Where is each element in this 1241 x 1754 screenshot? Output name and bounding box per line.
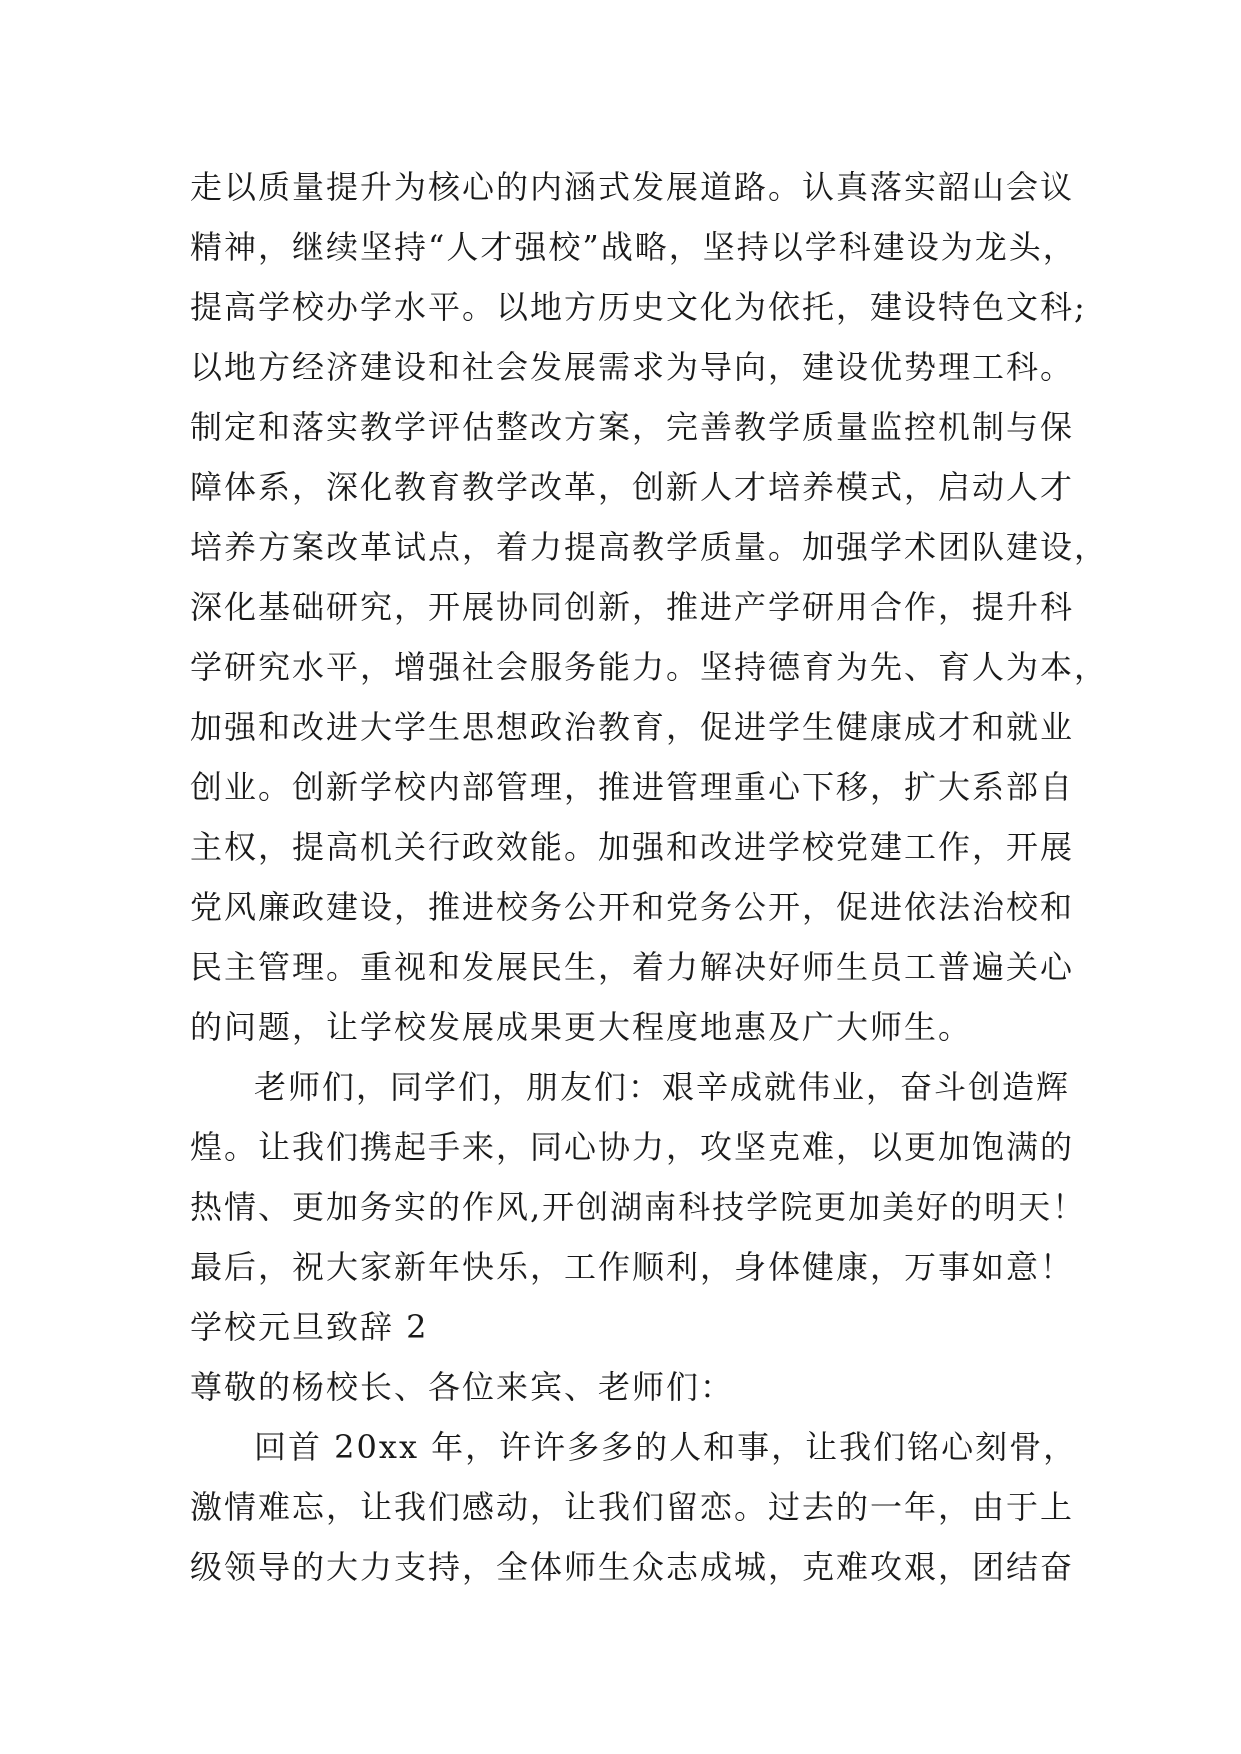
text-line: 主权，提高机关行政效能。加强和改进学校党建工作，开展 [190,828,1075,866]
paragraph-first-line: 老师们，同学们，朋友们：艰辛成就伟业，奋斗创造辉 [254,1068,1071,1106]
text-line: 级领导的大力支持，全体师生众志成城，克难攻艰，团结奋 [190,1548,1075,1586]
text-line: 激情难忘，让我们感动，让我们留恋。过去的一年，由于上 [190,1488,1075,1526]
text-line: 加强和改进大学生思想政治教育，促进学生健康成才和就业 [190,708,1075,746]
text-line: 深化基础研究，开展协同创新，推进产学研用合作，提升科 [190,588,1075,626]
text-line: 党风廉政建设，推进校务公开和党务公开，促进依法治校和 [190,888,1075,926]
text-line: 创业。创新学校内部管理，推进管理重心下移，扩大系部自 [190,768,1075,806]
text-line: 的问题，让学校发展成果更大程度地惠及广大师生。 [190,1008,973,1046]
section-heading: 学校元旦致辞 2 [190,1308,429,1346]
text-line: 民主管理。重视和发展民生，着力解决好师生员工普遍关心 [190,948,1075,986]
text-line: 培养方案改革试点，着力提高教学质量。加强学术团队建设， [190,528,1109,566]
text-line: 学研究水平，增强社会服务能力。坚持德育为先、育人为本， [190,648,1109,686]
text-line: 精神，继续坚持“人才强校”战略，坚持以学科建设为龙头， [190,228,1077,266]
text-line: 提高学校办学水平。以地方历史文化为依托，建设特色文科; [190,288,1087,326]
document-body [190,157,1109,1597]
salutation: 尊敬的杨校长、各位来宾、老师们： [190,1368,735,1406]
text-line: 走以质量提升为核心的内涵式发展道路。认真落实韶山会议 [190,168,1075,206]
text-line: 煌。让我们携起手来，同心协力，攻坚克难，以更加饱满的 [190,1128,1075,1166]
text-line: 制定和落实教学评估整改方案，完善教学质量监控机制与保 [190,408,1075,446]
paragraph-first-line: 回首 20xx 年，许许多多的人和事，让我们铭心刻骨， [254,1428,1078,1466]
text-line: 最后，祝大家新年快乐，工作顺利，身体健康，万事如意！ [190,1248,1075,1286]
text-line: 以地方经济建设和社会发展需求为导向，建设优势理工科。 [190,348,1075,386]
text-line: 障体系，深化教育教学改革，创新人才培养模式，启动人才 [190,468,1075,506]
text-line: 热情、更加务实的作风,开创湖南科技学院更加美好的明天！ [190,1188,1087,1226]
